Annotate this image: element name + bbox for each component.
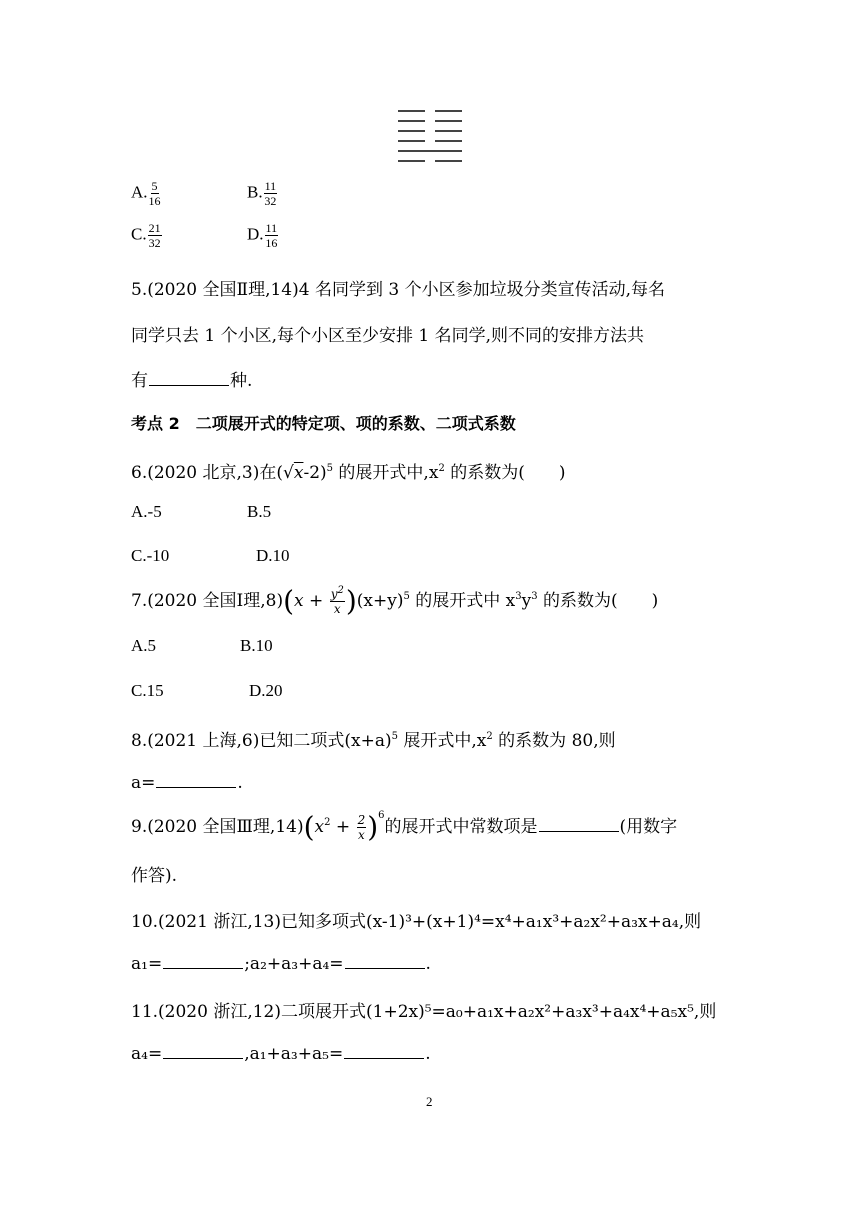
q8-line1 [131, 726, 616, 751]
variable: x [294, 591, 304, 611]
q4-option-d [247, 222, 279, 249]
answer-blank[interactable] [163, 952, 243, 969]
answer-blank[interactable] [156, 771, 236, 788]
exponent: 6 [378, 810, 385, 821]
text: 的展开式中,x [333, 463, 439, 483]
text: a₁= [131, 954, 163, 974]
option-label: C. [131, 224, 147, 244]
text: 的展开式中 x [409, 591, 516, 611]
denominator: x [333, 602, 341, 616]
answer-blank[interactable] [345, 952, 425, 969]
q11-line2 [131, 1042, 431, 1064]
exponent: 2 [337, 585, 344, 596]
option-label: A. [131, 182, 148, 202]
numerator: 21 [148, 221, 161, 235]
text: 种. [230, 371, 253, 391]
paren: ( [283, 584, 295, 618]
numerator: 11 [265, 221, 278, 235]
fraction [330, 585, 345, 616]
q7-option-c: C.15 [131, 681, 164, 700]
text: (用数字 [619, 817, 678, 837]
q5-line2: 同学只去 1 个小区,每个小区至少安排 1 名同学,则不同的安排方法共 [131, 326, 645, 346]
paren: ( [303, 810, 315, 844]
fraction [149, 180, 161, 207]
answer-blank[interactable] [344, 1042, 424, 1059]
numerator: y [330, 587, 338, 601]
q4-option-c [131, 222, 163, 249]
denominator: 32 [264, 194, 277, 208]
q5-line1: 5.(2020 全国Ⅱ理,14)4 名同学到 3 个小区参加垃圾分类宣传活动,每名 [131, 280, 665, 300]
q6-stem [131, 458, 565, 483]
q10-line1: 10.(2021 浙江,13)已知多项式(x-1)³+(x+1)⁴=x⁴+a₁x³+a₂x²+a₃x+a₄,则 [131, 912, 702, 932]
answer-blank[interactable] [149, 369, 229, 386]
exponent: 3 [531, 591, 538, 602]
q8-line2 [131, 771, 243, 793]
q7-option-d: D.20 [249, 681, 283, 700]
operator: + [303, 591, 329, 611]
text: 的系数为( ) [537, 591, 659, 611]
numerator: 2 [357, 813, 366, 827]
q5-line3 [131, 366, 252, 391]
text: 6.(2020 北京,3)在( [131, 463, 284, 483]
denominator: x [357, 828, 365, 842]
fraction [148, 222, 162, 249]
text: -2) [303, 463, 327, 483]
text: . [425, 1044, 431, 1064]
text: a₄= [131, 1044, 163, 1064]
q6-option-b: B.5 [247, 502, 272, 521]
denominator: 32 [148, 236, 161, 250]
fraction [264, 180, 278, 207]
text: y [521, 591, 532, 611]
sqrt-sign: √ [283, 463, 294, 483]
exponent: 2 [486, 731, 493, 742]
option-label: D. [247, 224, 264, 244]
text: ;a₂+a₃+a₄= [244, 954, 344, 974]
exponent: 3 [515, 591, 522, 602]
exponent: 2 [438, 463, 445, 474]
q6-option-a: A.-5 [131, 502, 162, 521]
text: 的展开式中常数项是 [384, 817, 538, 837]
paren: ) [345, 584, 357, 618]
q7-option-a: A.5 [131, 636, 157, 655]
text: 8.(2021 上海,6)已知二项式(x+a) [131, 731, 392, 751]
text: 9.(2020 全国Ⅲ理,14) [131, 817, 304, 837]
operator: + [330, 817, 356, 837]
answer-blank[interactable] [539, 815, 619, 832]
fraction [357, 814, 367, 841]
exponent: 5 [326, 463, 334, 474]
text: . [237, 773, 243, 793]
text: 7.(2020 全国Ⅰ理,8) [131, 591, 284, 611]
q7-stem [131, 586, 658, 616]
numerator: 5 [151, 179, 158, 193]
q6-option-d: D.10 [256, 546, 290, 565]
paren: ) [367, 810, 379, 844]
text: a= [131, 773, 156, 793]
exponent: 2 [324, 817, 331, 828]
variable: x [293, 463, 304, 483]
q11-line1: 11.(2020 浙江,12)二项展开式(1+2x)⁵=a₀+a₁x+a₂x²+a₃x³+a₄x⁴+a₅x⁵,则 [131, 1002, 717, 1022]
text: 的系数为( ) [444, 463, 566, 483]
q9-line2: 作答). [131, 866, 178, 886]
text: 有 [131, 371, 148, 391]
page-number: 2 [426, 1094, 433, 1109]
q4-option-b [247, 180, 278, 207]
section-heading: 考点 2 二项展开式的特定项、项的系数、二项式系数 [131, 414, 516, 433]
option-label: B. [247, 182, 263, 202]
text: 的系数为 80,则 [492, 731, 616, 751]
text: . [425, 954, 431, 974]
answer-blank[interactable] [163, 1042, 243, 1059]
q4-option-a [131, 180, 162, 207]
text: 展开式中,x [397, 731, 487, 751]
denominator: 16 [148, 194, 161, 208]
exponent: 5 [403, 591, 410, 602]
text: ,a₁+a₃+a₅= [244, 1044, 344, 1064]
q7-option-b: B.10 [240, 636, 273, 655]
denominator: 16 [265, 236, 278, 250]
exponent: 5 [391, 731, 398, 742]
q10-line2 [131, 952, 431, 974]
numerator: 11 [264, 179, 277, 193]
hexagram-figure [398, 110, 462, 164]
q9-line1 [131, 812, 677, 842]
q6-option-c: C.-10 [131, 546, 170, 565]
text: (x+y) [356, 591, 404, 611]
fraction [265, 222, 279, 249]
variable: x [314, 817, 325, 837]
